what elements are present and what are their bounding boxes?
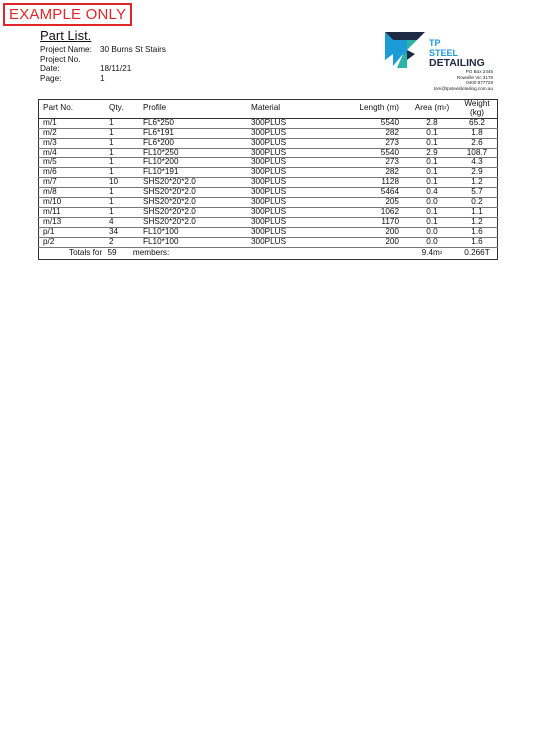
totals-weight-value: 0.266 [464,247,485,257]
profile-cell: FL10*191 [143,168,251,178]
qty-cell: 1 [109,158,143,168]
table-row [39,158,498,168]
brand-name [429,38,485,68]
table-row [39,217,498,227]
length-cell: 273 [329,158,407,168]
qty-cell: 1 [109,148,143,158]
address-line-2: Rowville Vic 3178 [456,74,493,80]
qty-cell: 2 [109,237,143,247]
header-weight: Weight (kg) [457,100,498,119]
profile-cell: SHS20*20*2.0 [143,217,251,227]
area-cell: 0.1 [407,217,457,227]
table-row [39,188,498,198]
material-cell: 300PLUS [251,118,329,128]
weight-cell: 1.2 [457,178,498,188]
part-no-cell: p/1 [39,227,110,237]
weight-cell: 65.2 [457,118,498,128]
area-cell: 0.0 [407,227,457,237]
area-cell: 0.0 [407,237,457,247]
table-header-row [39,100,498,119]
length-cell: 200 [329,237,407,247]
material-cell: 300PLUS [251,227,329,237]
profile-cell: FL6*191 [143,128,251,138]
weight-cell: 1.6 [457,227,498,237]
totals-area-value: 9.4 [421,247,434,257]
part-no-cell: p/2 [39,237,110,247]
part-no-cell: m/6 [39,168,110,178]
project-name-value: 30 Burns St Stairs [100,45,166,54]
table-row [39,168,498,178]
table-body [39,118,498,247]
brand-line-steel: STEEL [429,48,459,58]
material-cell: 300PLUS [251,207,329,217]
length-cell: 282 [329,168,407,178]
weight-cell: 5.7 [457,188,498,198]
material-cell: 300PLUS [251,198,329,208]
qty-cell: 34 [109,227,143,237]
header-material: Material [251,100,329,119]
material-cell: 300PLUS [251,168,329,178]
project-no-label: Project No. [40,54,81,64]
weight-cell: 1.6 [457,237,498,247]
material-cell: 300PLUS [251,237,329,247]
length-cell: 1062 [329,207,407,217]
company-email: tom@tpsteeldetailing.com.au [433,85,493,91]
area-cell: 0.1 [407,138,457,148]
length-cell: 1128 [329,178,407,188]
part-no-cell: m/1 [39,118,110,128]
area-cell: 0.1 [407,178,457,188]
length-cell: 5540 [329,118,407,128]
part-no-cell: m/5 [39,158,110,168]
weight-cell: 4.3 [457,158,498,168]
material-cell: 300PLUS [251,128,329,138]
material-cell: 300PLUS [251,158,329,168]
header-length: Length (m) [329,100,407,119]
profile-cell: FL6*200 [143,138,251,148]
totals-members-label: members: [132,247,170,257]
profile-cell: SHS20*20*2.0 [143,198,251,208]
weight-cell: 1.8 [457,128,498,138]
weight-cell: 1.1 [457,207,498,217]
totals-row [39,247,498,259]
material-cell: 300PLUS [251,178,329,188]
table-row [39,207,498,217]
material-cell: 300PLUS [251,148,329,158]
qty-cell: 1 [109,168,143,178]
totals-weight-unit: T [484,247,490,257]
part-no-cell: m/7 [39,178,110,188]
profile-cell: SHS20*20*2.0 [143,188,251,198]
header-area-sup: 2 [443,105,447,111]
header-area: Area $(m^2)$ [407,100,457,119]
part-list-table [38,99,498,260]
part-no-cell: m/8 [39,188,110,198]
area-cell: 0.1 [407,158,457,168]
totals-area-unit: m [433,247,440,257]
profile-cell: SHS20*20*2.0 [143,178,251,188]
weight-cell: 108.7 [457,148,498,158]
profile-cell: FL10*100 [143,227,251,237]
length-cell: 1170 [329,217,407,227]
page-title: Part List. [40,28,92,43]
profile-cell: FL10*250 [143,148,251,158]
totals-label: Totals for [69,247,103,257]
date-value: 18/11/21 [100,64,132,74]
weight-cell: 2.9 [457,168,498,178]
weight-cell: 2.6 [457,138,498,148]
area-cell: 0.0 [407,198,457,208]
part-no-cell: m/10 [39,198,110,208]
length-cell: 5540 [329,148,407,158]
page-label: Page: [40,73,62,83]
area-cell: 0.4 [407,188,457,198]
table-row [39,118,498,128]
table-row [39,227,498,237]
company-address [434,69,493,91]
qty-cell: 1 [109,118,143,128]
qty-cell: 4 [109,217,143,227]
qty-cell: 10 [109,178,143,188]
part-no-cell: m/2 [39,128,110,138]
table-row [39,178,498,188]
area-cell: 0.1 [407,207,457,217]
part-no-cell: m/11 [39,207,110,217]
qty-cell: 1 [109,188,143,198]
totals-area [407,247,457,259]
table-row [39,148,498,158]
table-row [39,128,498,138]
weight-cell: 1.2 [457,217,498,227]
table-row [39,198,498,208]
totals-weight [457,247,498,259]
profile-cell: FL6*250 [143,118,251,128]
material-cell: 300PLUS [251,217,329,227]
tp-logo-mark-icon [383,30,427,70]
address-line-1: PO Box 2445 [465,69,493,74]
brand-line-detailing: DETAILING [429,57,485,69]
qty-cell: 1 [109,128,143,138]
page-value: 1 [100,73,105,83]
totals-cell [39,247,408,259]
qty-cell: 1 [109,207,143,217]
profile-cell: FL10*100 [143,237,251,247]
length-cell: 5464 [329,188,407,198]
part-no-cell: m/3 [39,138,110,148]
qty-cell: 1 [109,198,143,208]
part-no-cell: m/4 [39,148,110,158]
company-logo [383,30,493,95]
brand-line-tp: TP [429,38,441,48]
totals-area-sup: 2 [439,249,443,255]
example-only-stamp: EXAMPLE ONLY [3,3,132,26]
project-name-label: Project Name: [40,45,92,54]
area-cell: 2.9 [407,148,457,158]
area-cell: 2.8 [407,118,457,128]
material-cell: 300PLUS [251,138,329,148]
part-no-cell: m/13 [39,217,110,227]
length-cell: 205 [329,198,407,208]
header-area-text: Area (m [414,103,444,113]
profile-cell: SHS20*20*2.0 [143,207,251,217]
material-cell: 300PLUS [251,188,329,198]
qty-cell: 1 [109,138,143,148]
company-phone: 0400 977729 [466,80,493,86]
project-meta [40,45,166,83]
header-part-no: Part No. [39,100,110,119]
header-profile: Profile [143,100,251,119]
weight-cell: 0.2 [457,198,498,208]
date-label: Date: [40,64,60,74]
length-cell: 273 [329,138,407,148]
totals-count: 59 [107,247,117,257]
profile-cell: FL10*200 [143,158,251,168]
table-row [39,138,498,148]
area-cell: 0.1 [407,168,457,178]
area-cell: 0.1 [407,128,457,138]
header-qty: Qty. [109,100,143,119]
table-row [39,237,498,247]
length-cell: 282 [329,128,407,138]
length-cell: 200 [329,227,407,237]
